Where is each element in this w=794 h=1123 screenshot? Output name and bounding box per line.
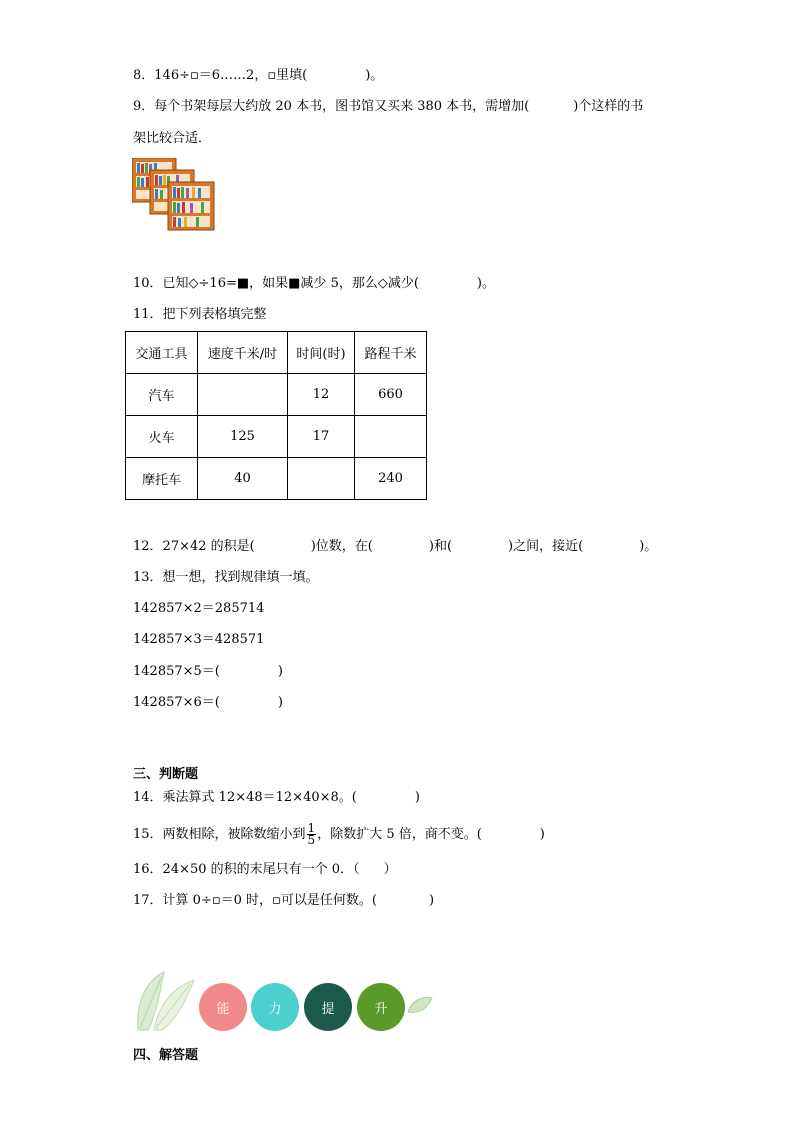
fraction-numerator: 1: [307, 821, 316, 835]
table-cell: 火车: [126, 416, 198, 458]
question-12-part: )之间，接近(: [508, 539, 584, 554]
question-9-line1: [133, 97, 643, 117]
table-cell: 660: [355, 374, 427, 416]
table-header-cell: 时间(时): [288, 332, 355, 374]
question-17-close: ): [428, 893, 435, 908]
equation-2: 142857×3＝428571: [133, 632, 265, 647]
question-10-close: )。: [476, 276, 495, 291]
table-cell: 12: [288, 374, 355, 416]
question-9-text: 9．每个书架每层大约放 20 本书，图书馆又买来 380 本书，需增加(: [133, 99, 530, 114]
question-8-text: 8．146÷▫＝6……2，▫里填(: [133, 68, 308, 83]
equation-4: [133, 693, 283, 713]
question-9-line2: 架比较合适．: [133, 131, 212, 146]
bookshelf-image: [132, 158, 218, 234]
question-12-part: )和(: [428, 539, 453, 554]
question-15: [133, 823, 545, 846]
question-16: [133, 860, 397, 880]
table-cell: 125: [198, 416, 288, 458]
question-12-part: )位数，在(: [310, 539, 373, 554]
table-cell: 汽车: [126, 374, 198, 416]
table-header-cell: 路程千米: [355, 332, 427, 374]
table-row: [126, 374, 427, 416]
small-leaf-icon: [406, 994, 434, 1016]
table-cell-blank: [355, 416, 427, 458]
table-row: [126, 416, 427, 458]
question-8: [133, 66, 383, 86]
question-16-close: ）: [383, 862, 397, 877]
section-4-heading: 四、解答题: [133, 1048, 199, 1063]
question-17-text: 17．计算 0÷▫＝0 时，▫可以是任何数。(: [133, 893, 377, 908]
question-14-text: 14．乘法算式 12×48＝12×40×8。(: [133, 790, 357, 805]
ability-circle-1: 能: [199, 983, 247, 1031]
question-9-text-end: )个这样的书: [573, 99, 644, 114]
question-15-text: 15．两数相除，被除数缩小到: [133, 827, 306, 842]
table-cell: 40: [198, 458, 288, 500]
table-cell-blank: [288, 458, 355, 500]
table-header-cell: 交通工具: [126, 332, 198, 374]
table-row: [126, 458, 427, 500]
leaf-decoration-icon: [134, 970, 204, 1032]
equation-3: [133, 662, 283, 682]
table-cell: 摩托车: [126, 458, 198, 500]
fraction-one-fifth: [307, 823, 317, 846]
question-14: [133, 788, 420, 808]
question-8-close: )。: [365, 68, 384, 83]
question-10-text: 10．已知◇÷16=■，如果■减少 5，那么◇减少(: [133, 276, 419, 291]
question-16-text: 16．24×50 的积的末尾只有一个 0．（: [133, 862, 360, 877]
question-13-title: 13．想一想，找到规律填一填。: [133, 570, 319, 585]
equation-4-close: ): [277, 695, 283, 710]
table-header-row: [126, 332, 427, 374]
equation-4-text: 142857×6＝(: [133, 695, 220, 710]
question-10: [133, 274, 495, 294]
equation-3-text: 142857×5＝(: [133, 664, 220, 679]
equation-1: 142857×2＝285714: [133, 601, 265, 616]
ability-circle-4: 升: [357, 983, 405, 1031]
question-12-part: )。: [639, 539, 658, 554]
question-12: [133, 537, 657, 557]
equation-3-close: ): [277, 664, 283, 679]
question-12-part: 12．27×42 的积是(: [133, 539, 255, 554]
table-cell: 17: [288, 416, 355, 458]
question-15-text-2: ，除数扩大 5 倍，商不变。(: [317, 827, 482, 842]
table-cell: 240: [355, 458, 427, 500]
table-header-cell: 速度千米/时: [198, 332, 288, 374]
question-15-close: ): [539, 827, 545, 842]
ability-circle-3: 提: [304, 983, 352, 1031]
ability-circle-2: 力: [251, 983, 299, 1031]
question-14-close: ): [414, 790, 420, 805]
bookshelf-icon: [168, 182, 214, 230]
fraction-denominator: 5: [307, 833, 316, 847]
speed-table: [125, 331, 427, 500]
question-11-title: 11．把下列表格填完整: [133, 307, 267, 322]
table-cell-blank: [198, 374, 288, 416]
question-17: [133, 891, 434, 911]
section-3-heading: 三、判断题: [133, 767, 199, 782]
